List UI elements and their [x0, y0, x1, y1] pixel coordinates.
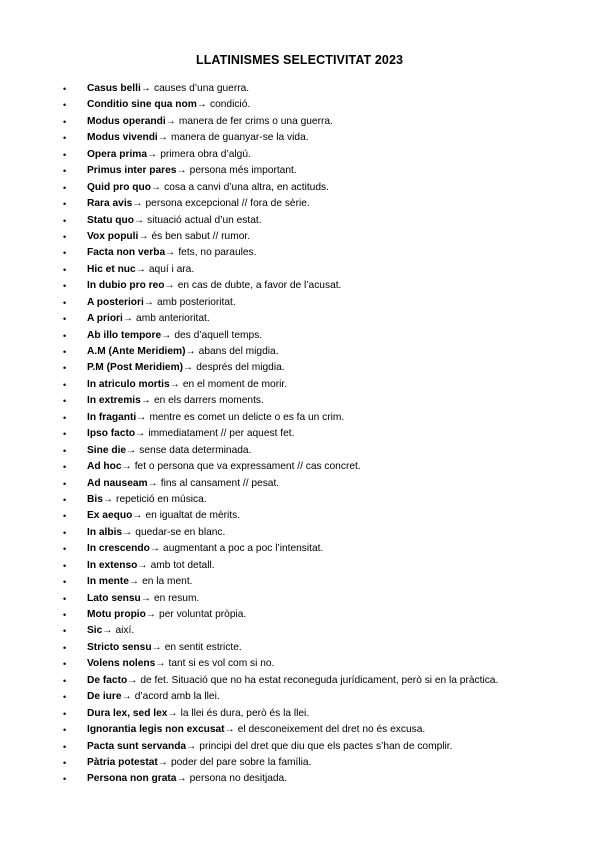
list-item-text — [87, 278, 341, 294]
arrow-right-icon: → — [155, 658, 166, 670]
latin-term: Hic et nuc — [87, 263, 136, 275]
term-definition: fets, no paraules. — [178, 247, 257, 259]
term-definition: primera obra d’algú. — [160, 148, 251, 160]
list-item-text — [87, 97, 250, 113]
list-item-text — [87, 410, 344, 426]
arrow-right-icon: → — [150, 181, 162, 193]
arrow-right-icon: → — [176, 773, 187, 785]
latin-term: Vox populi — [87, 230, 139, 242]
arrow-right-icon: → — [137, 559, 148, 571]
latin-term: De facto — [87, 674, 128, 686]
bullet-icon: • — [63, 297, 67, 308]
bullet-icon: • — [63, 462, 67, 473]
term-definition: persona excepcional // fora de sèrie. — [145, 198, 310, 210]
term-definition: en cas de dubte, a favor de l’acusat. — [177, 280, 342, 292]
latin-term: A posteriori — [87, 296, 144, 308]
term-definition: en sentit estricte. — [164, 641, 242, 653]
latin-term: Conditio sine qua nom — [87, 99, 197, 111]
bullet-icon: • — [63, 741, 67, 752]
latin-term: In atriculo mortis — [87, 378, 170, 390]
list-item-text — [87, 640, 242, 656]
term-definition: immediatament // per aquest fet. — [148, 428, 295, 440]
document-title: LLATINISMES SELECTIVITAT 2023 — [195, 53, 404, 67]
arrow-right-icon: → — [136, 411, 147, 423]
latin-term: Statu quo — [87, 214, 134, 226]
list-item-text — [87, 476, 279, 492]
term-definition: en els darrers moments. — [153, 395, 264, 407]
latin-term: Bis — [87, 493, 103, 505]
latin-term: Dura lex, sed lex — [87, 707, 168, 719]
term-definition: amb tot detall. — [150, 559, 215, 571]
bullet-icon: • — [63, 116, 67, 127]
bullet-icon: • — [63, 248, 67, 259]
list-item-text — [87, 196, 310, 212]
bullet-icon: • — [63, 610, 67, 620]
arrow-right-icon: → — [140, 395, 151, 407]
latin-term: In extenso — [87, 559, 138, 571]
arrow-right-icon: → — [147, 477, 158, 489]
bullet-icon: • — [63, 149, 67, 160]
list-item-text — [87, 459, 361, 475]
arrow-right-icon: → — [127, 674, 138, 686]
list-item-text — [87, 245, 256, 261]
arrow-right-icon: → — [161, 329, 172, 341]
term-definition: poder del pare sobre la família. — [170, 756, 312, 768]
latin-term: Modus vivendi — [87, 132, 158, 144]
list-item-text — [87, 443, 251, 459]
bullet-icon: • — [63, 445, 67, 456]
latin-term: Rara avis — [87, 198, 133, 210]
list-item-text — [87, 689, 220, 705]
bullet-icon: • — [63, 527, 67, 538]
term-definition: el desconeixement del dret no és excusa. — [237, 724, 426, 736]
term-definition: repetició en música. — [116, 493, 207, 505]
latin-term: Ipso facto — [87, 428, 136, 440]
list-item-text — [87, 771, 287, 787]
arrow-right-icon: → — [121, 461, 132, 473]
term-definition: situació actual d’un estat. — [147, 214, 262, 226]
bullet-icon: • — [63, 544, 67, 555]
latin-term: In extremis — [87, 395, 141, 407]
latin-term: In crescendo — [87, 543, 150, 555]
bullet-icon: • — [63, 708, 67, 719]
latin-term: Pàtria potestat — [87, 756, 158, 768]
bullet-icon: • — [63, 166, 67, 177]
bullet-icon: • — [63, 330, 67, 341]
term-definition: cosa a canvi d’una altra, en actituds. — [164, 181, 329, 193]
bullet-icon: • — [63, 231, 67, 242]
latin-term: Ad nauseam — [87, 477, 148, 489]
term-definition: amb posterioritat. — [156, 296, 236, 308]
latin-term: Ab illo tempore — [87, 329, 162, 341]
latin-term: Ignorantia legis non excusat — [87, 724, 225, 736]
arrow-right-icon: → — [165, 115, 176, 127]
bullet-icon: • — [63, 133, 67, 144]
term-definition: manera de fer crims o una guerra. — [178, 115, 333, 127]
list-item-text — [87, 591, 199, 607]
latin-term: In mente — [87, 576, 129, 588]
bullet-icon: • — [63, 675, 67, 686]
latin-term: Opera prima — [87, 148, 148, 160]
latin-term: Quid pro quo — [87, 181, 151, 193]
arrow-right-icon: → — [138, 230, 149, 242]
arrow-right-icon: → — [169, 378, 180, 390]
bullet-icon: • — [63, 659, 67, 670]
list-item-text — [87, 147, 251, 163]
arrow-right-icon: → — [186, 740, 197, 752]
bullet-icon: • — [63, 511, 67, 522]
bullet-icon: • — [63, 264, 67, 275]
bullet-icon: • — [63, 199, 67, 210]
arrow-right-icon: → — [147, 148, 158, 160]
arrow-right-icon: → — [140, 83, 151, 94]
term-definition: condició. — [209, 99, 251, 111]
term-definition: en resum. — [153, 592, 200, 604]
arrow-right-icon: → — [167, 707, 178, 719]
arrow-right-icon: → — [176, 165, 187, 177]
term-definition: augmentant a poc a poc l’intensitat. — [163, 543, 324, 555]
arrow-right-icon: → — [165, 247, 176, 259]
term-definition: quedar-se en blanc. — [135, 526, 226, 538]
bullet-icon: • — [63, 429, 67, 440]
term-definition: fins al cansament // pesat. — [160, 477, 280, 489]
arrow-right-icon: → — [133, 214, 145, 226]
term-definition: és ben sabut // rumor. — [151, 230, 251, 242]
bullet-icon: • — [63, 379, 67, 390]
term-definition: així. — [115, 625, 135, 637]
list-item-text — [87, 311, 210, 327]
list-item-text — [87, 114, 333, 130]
latin-term: In dubio pro reo — [87, 280, 165, 292]
arrow-right-icon: → — [135, 263, 146, 275]
bullet-icon: • — [63, 560, 67, 571]
arrow-right-icon: → — [135, 428, 146, 440]
list-item-text — [87, 295, 236, 311]
latin-term: Lato sensu — [87, 592, 141, 604]
bullet-icon: • — [63, 281, 67, 292]
bullet-icon: • — [63, 757, 67, 768]
list-item-text — [87, 656, 274, 672]
arrow-right-icon: → — [143, 296, 154, 308]
list-item-text — [87, 213, 262, 229]
term-definition: principi del dret que diu que els pactes s’han de complir. — [199, 740, 453, 752]
arrow-right-icon: → — [145, 609, 157, 620]
list-item-text — [87, 508, 240, 524]
list-item-text — [87, 739, 452, 755]
bullet-icon: • — [63, 100, 67, 111]
arrow-right-icon: → — [122, 313, 134, 325]
latin-term: Volens nolens — [87, 658, 156, 670]
list-item-text — [87, 673, 498, 689]
latin-term: A priori — [87, 313, 123, 325]
list-item-text — [87, 492, 207, 508]
arrow-right-icon: → — [183, 362, 194, 374]
bullet-icon: • — [63, 577, 67, 588]
bullet-icon: • — [63, 347, 67, 357]
bullet-icon: • — [63, 412, 67, 423]
arrow-right-icon: → — [102, 493, 114, 505]
bullet-icon: • — [63, 626, 67, 637]
list-item-text — [87, 574, 192, 590]
latin-term: Ex aequo — [87, 510, 133, 522]
arrow-right-icon: → — [185, 346, 196, 357]
latin-term: Persona non grata — [87, 773, 177, 785]
latin-term: P.M (Post Meridiem) — [87, 362, 184, 374]
bullet-icon: • — [63, 396, 67, 407]
latin-term: Facta non verba — [87, 247, 166, 259]
list-item-text — [87, 180, 329, 196]
latin-term: Ad hoc — [87, 461, 122, 473]
list-item-text — [87, 722, 425, 738]
list-item-text — [87, 558, 215, 574]
bullet-icon: • — [63, 363, 67, 374]
list-item-text — [87, 229, 250, 245]
list-item-text — [87, 623, 134, 639]
arrow-right-icon: → — [157, 756, 168, 768]
term-definition: sense data determinada. — [139, 444, 252, 456]
latin-term: Casus belli — [87, 83, 141, 94]
bullet-icon: • — [63, 692, 67, 703]
term-definition: per voluntat pròpia. — [159, 609, 247, 620]
term-definition: d’acord amb la llei. — [134, 691, 220, 703]
bullet-icon: • — [63, 182, 67, 193]
latin-term: Stricto sensu — [87, 641, 152, 653]
arrow-right-icon: → — [140, 592, 151, 604]
term-definition: tant si es vol com si no. — [168, 658, 275, 670]
term-definition: causes d’una guerra. — [153, 83, 250, 94]
list-item-text — [87, 262, 194, 278]
arrow-right-icon: → — [132, 510, 143, 522]
latin-term: In fraganti — [87, 411, 137, 423]
list-item-text — [87, 163, 297, 179]
list-item-text — [87, 525, 225, 541]
arrow-right-icon: → — [126, 444, 137, 456]
arrow-right-icon: → — [102, 625, 113, 637]
bullet-icon: • — [63, 593, 67, 604]
arrow-right-icon: → — [164, 280, 175, 292]
arrow-right-icon: → — [151, 641, 162, 653]
bullet-icon: • — [63, 478, 67, 489]
list-item-text — [87, 426, 294, 442]
term-definition: mentre es comet un delicte o es fa un crim. — [149, 411, 345, 423]
list-item-text — [87, 607, 246, 623]
term-definition: des d’aquell temps. — [174, 329, 263, 341]
term-definition: en la ment. — [142, 576, 193, 588]
list-item-text — [87, 541, 323, 557]
latin-term: Modus operandi — [87, 115, 166, 127]
latin-term: A.M (Ante Meridiem) — [87, 346, 186, 357]
list-item-text — [87, 393, 264, 409]
term-definition: en el moment de morir. — [182, 378, 288, 390]
list-item-text — [87, 130, 309, 146]
term-definition: manera de guanyar-se la vida. — [170, 132, 309, 144]
bullet-icon: • — [63, 774, 67, 785]
latin-term: De iure — [87, 691, 122, 703]
term-definition: de fet. Situació que no ha estat reconeguda jurídicament, però si en la pràctica. — [140, 674, 499, 686]
term-definition: aquí i ara. — [148, 263, 195, 275]
latin-term: Motu propio — [87, 609, 146, 620]
latin-term: Sine die — [87, 444, 127, 456]
latin-term: Sic — [87, 625, 103, 637]
term-definition: després del migdia. — [196, 362, 285, 374]
arrow-right-icon: → — [157, 132, 168, 144]
bullet-icon: • — [63, 725, 67, 736]
term-definition: abans del migdia. — [198, 346, 279, 357]
list-item-text — [87, 377, 287, 393]
list-item-text — [87, 706, 309, 722]
term-definition: en igualtat de mèrits. — [145, 510, 241, 522]
term-definition: persona més important. — [189, 165, 297, 177]
arrow-right-icon: → — [121, 691, 132, 703]
term-definition: persona no desitjada. — [189, 773, 288, 785]
arrow-right-icon: → — [122, 526, 133, 538]
list-item-text — [87, 344, 279, 360]
arrow-right-icon: → — [128, 576, 140, 588]
bullet-icon: • — [63, 84, 67, 94]
bullet-icon: • — [63, 494, 67, 505]
arrow-right-icon: → — [149, 543, 161, 555]
latin-term: Pacta sunt servanda — [87, 740, 187, 752]
term-definition: fet o persona que va expressament // cas concret. — [134, 461, 361, 473]
arrow-right-icon: → — [224, 724, 235, 736]
arrow-right-icon: → — [196, 99, 207, 111]
list-item-text — [87, 328, 262, 344]
term-definition: la llei és dura, però és la llei. — [180, 707, 310, 719]
list-item-text — [87, 755, 311, 771]
term-definition: amb anterioritat. — [136, 313, 210, 325]
list-item-text — [87, 81, 249, 97]
arrow-right-icon: → — [132, 198, 143, 210]
bullet-icon: • — [63, 215, 67, 226]
bullet-icon: • — [63, 642, 67, 653]
latin-term: Primus inter pares — [87, 165, 177, 177]
latin-term: In albis — [87, 526, 123, 538]
bullet-icon: • — [63, 314, 67, 325]
list-item-text — [87, 360, 285, 376]
